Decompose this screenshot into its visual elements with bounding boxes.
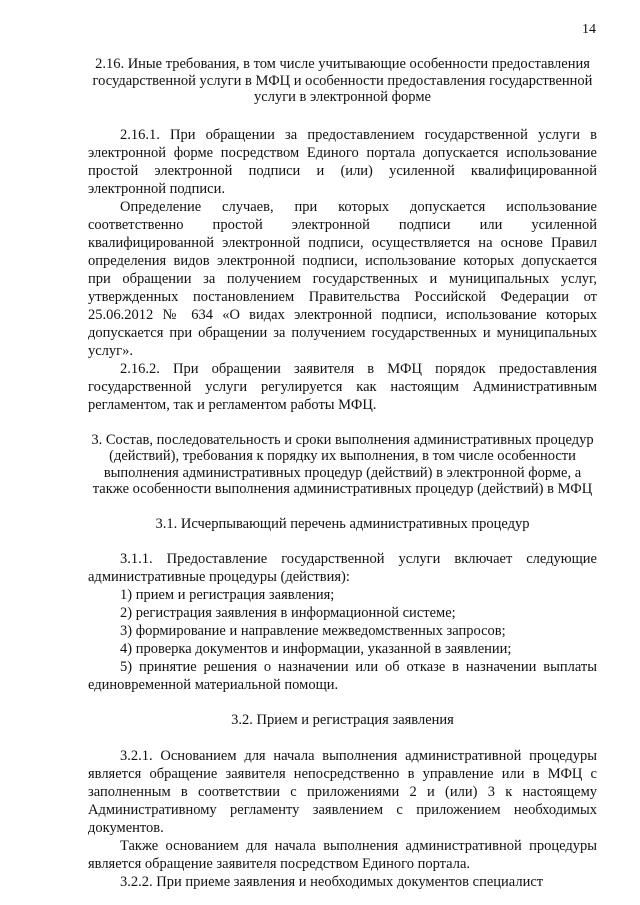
paragraph-2-16-1: 2.16.1. При обращении за предоставлением государственной услуги в электронной форме посредством Единого портала допускается использование простой электронной подписи и (или) усиленной квалифицированной электронной подписи.	[88, 126, 597, 197]
procedure-list-item: 2) регистрация заявления в информационной системе;	[120, 605, 456, 621]
document-body	[88, 56, 597, 891]
spacer	[88, 694, 597, 712]
procedure-list-item: 1) прием и регистрация заявления;	[120, 587, 335, 603]
section-3-heading: 3. Состав, последовательность и сроки выполнения административных процедур (действий), требования к порядку их выполнения, в том числе особенности выполнения административных процедур (действий) в электронной форме, а также особенности выполнения административных процедур (действий) в МФЦ	[91, 431, 594, 497]
page-number: 14	[582, 22, 596, 37]
paragraph-2-16-2: 2.16.2. При обращении заявителя в МФЦ порядок предоставления государственной услуги регулируется как настоящим Административным регламентом, так и регламентом работы МФЦ.	[88, 360, 597, 413]
spacer	[88, 414, 597, 432]
paragraph-3-2-2: 3.2.2. При приеме заявления и необходимых документов специалист	[120, 873, 544, 890]
paragraph-3-1-1: 3.1.1. Предоставление государственной услуги включает следующие административные процедуры (действия):	[88, 551, 597, 585]
procedure-list-item: 5) принятие решения о назначении или об отказе в назначении выплаты единовременной материальной помощи.	[88, 659, 597, 693]
section-2-16-heading: 2.16. Иные требования, в том числе учитывающие особенности предоставления государственной услуги в МФЦ и особенности предоставления государственной услуги в электронной форме	[92, 56, 593, 105]
section-3-1-heading: 3.1. Исчерпывающий перечень административных процедур	[155, 515, 530, 532]
spacer	[88, 729, 597, 747]
procedure-list-item: 3) формирование и направление межведомственных запросов;	[120, 623, 506, 639]
spacer	[88, 532, 597, 550]
spacer	[88, 498, 597, 516]
paragraph-2-16-definition: Определение случаев, при которых допускается использование соответственно простой электронной подписи или усиленной квалифицированной электронной подписи, осуществляется на основе Правил определения видов электронной подписи, использование которых допускается при обращении за получением государственных и муниципальных услуг, утвержденных постановлением Правительства Российской Федерации от 25.06.2012 № 634 «О видах электронной подписи, использование которых допускается при обращении за получением государственных и муниципальных услуг».	[88, 198, 597, 359]
section-3-2-heading: 3.2. Прием и регистрация заявления	[231, 712, 454, 728]
procedure-list-item: 4) проверка документов и информации, указанной в заявлении;	[120, 641, 512, 657]
paragraph-3-2-basis: Также основанием для начала выполнения административной процедуры является обращение заявителя посредством Единого портала.	[88, 837, 597, 872]
paragraph-3-2-1: 3.2.1. Основанием для начала выполнения административной процедуры является обращение заявителя непосредственно в управление или в МФЦ с заполненным в соответствии с приложениями 2 и (или) 3 к настоящему Административному регламенту заявлением с приложением необходимых документов.	[88, 747, 597, 836]
